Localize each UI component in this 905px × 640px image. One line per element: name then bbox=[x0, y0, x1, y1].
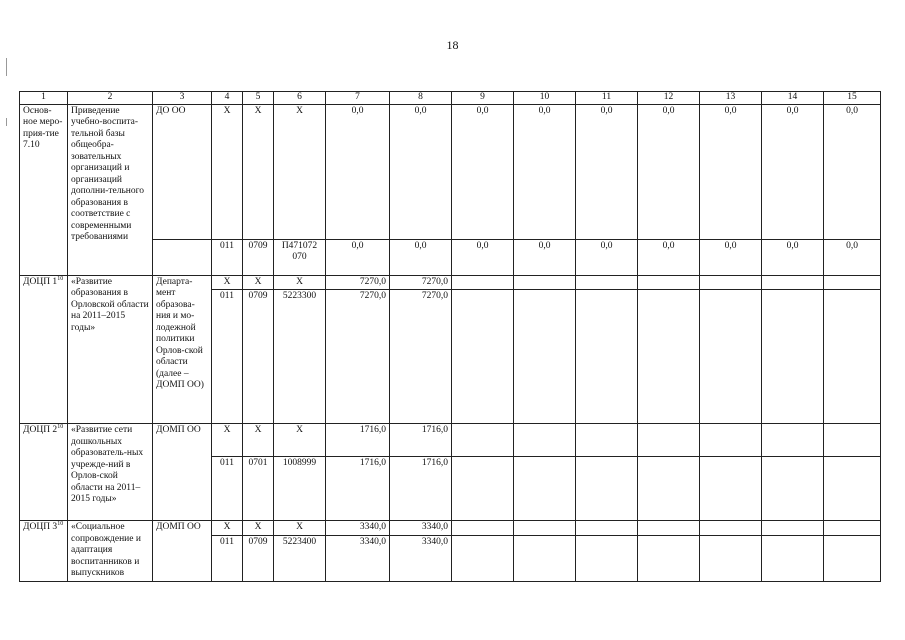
margin-mark bbox=[6, 58, 7, 76]
program-code-sup: 10 bbox=[57, 275, 64, 282]
table-cell: Х bbox=[243, 275, 274, 290]
table-row bbox=[20, 104, 881, 239]
table-cell: Х bbox=[212, 521, 243, 536]
table-cell: 0,0 bbox=[390, 104, 452, 239]
program-description: «Социальное сопровождение и адаптация воспитанников и выпускников bbox=[68, 521, 153, 582]
table-cell: 3340,0 bbox=[326, 535, 390, 581]
table-cell: 0701 bbox=[243, 457, 274, 521]
table-cell: 0,0 bbox=[700, 104, 762, 239]
table-cell: Х bbox=[274, 275, 326, 290]
table-cell: 1716,0 bbox=[326, 424, 390, 457]
measure-description: Приведение учебно-воспита-тельной базы общеобра-зовательных организаций и организаций дополни-тельного образования в соответствие с современными требованиями bbox=[68, 104, 153, 275]
table-cell: 1716,0 bbox=[390, 457, 452, 521]
table-cell: 011 bbox=[212, 239, 243, 275]
table-cell: 0709 bbox=[243, 239, 274, 275]
table-row bbox=[20, 275, 881, 290]
table-cell: 0,0 bbox=[390, 239, 452, 275]
table-cell: 011 bbox=[212, 535, 243, 581]
executor-empty bbox=[153, 239, 212, 275]
table-cell: 7270,0 bbox=[326, 290, 390, 424]
executor: ДОМП ОО bbox=[153, 521, 212, 582]
table-cell: 3340,0 bbox=[326, 521, 390, 536]
budget-table bbox=[19, 91, 881, 582]
table-cell: Х bbox=[274, 521, 326, 536]
table-cell: 5223400 bbox=[274, 535, 326, 581]
executor: Департа-мент образова-ния и мо-лодежной политики Орлов-ской области (далее – ДОМП ОО) bbox=[153, 275, 212, 424]
table-cell: 0,0 bbox=[326, 104, 390, 239]
table-cell: Х bbox=[243, 424, 274, 457]
table-cell: 0,0 bbox=[326, 239, 390, 275]
table-cell: Х bbox=[212, 275, 243, 290]
table-cell: 3340,0 bbox=[390, 521, 452, 536]
table-cell: 1716,0 bbox=[326, 457, 390, 521]
program-code: ДОЦП $1^{10}$ bbox=[20, 275, 68, 424]
table-cell: 0,0 bbox=[514, 239, 576, 275]
program-code: ДОЦП $3^{10}$ bbox=[20, 521, 68, 582]
table-cell: 0,0 bbox=[700, 239, 762, 275]
table-cell: 0,0 bbox=[452, 239, 514, 275]
table-row bbox=[20, 521, 881, 536]
table-cell: 0,0 bbox=[762, 104, 824, 239]
column-number: 3 bbox=[153, 92, 212, 105]
column-number: 13 bbox=[700, 92, 762, 105]
column-number: 9 bbox=[452, 92, 514, 105]
table-cell: 1716,0 bbox=[390, 424, 452, 457]
column-number: 15 bbox=[824, 92, 881, 105]
executor: ДОМП ОО bbox=[153, 424, 212, 521]
table-cell: 7270,0 bbox=[390, 290, 452, 424]
column-number: 4 bbox=[212, 92, 243, 105]
table-row bbox=[20, 424, 881, 457]
column-number: 12 bbox=[638, 92, 700, 105]
table-cell: Х bbox=[274, 424, 326, 457]
table-cell: 0709 bbox=[243, 535, 274, 581]
program-code-sup: 10 bbox=[57, 423, 64, 430]
table-cell: Х bbox=[243, 521, 274, 536]
table-cell: 0709 bbox=[243, 290, 274, 424]
program-code: ДОЦП $2^{10}$ bbox=[20, 424, 68, 521]
column-number: 14 bbox=[762, 92, 824, 105]
table-cell: Х bbox=[274, 104, 326, 239]
table-cell: 0,0 bbox=[638, 239, 700, 275]
table-cell: 3340,0 bbox=[390, 535, 452, 581]
column-number: 1 bbox=[20, 92, 68, 105]
table-cell: 0,0 bbox=[824, 239, 881, 275]
table-cell: 0,0 bbox=[576, 239, 638, 275]
table-cell: Х bbox=[243, 104, 274, 239]
table-cell: 7270,0 bbox=[326, 275, 390, 290]
table-cell: 0,0 bbox=[762, 239, 824, 275]
table-cell: 011 bbox=[212, 457, 243, 521]
column-number: 2 bbox=[68, 92, 153, 105]
table-cell: 011 bbox=[212, 290, 243, 424]
column-number: 6 bbox=[274, 92, 326, 105]
table-cell: 5223300 bbox=[274, 290, 326, 424]
column-number: 8 bbox=[390, 92, 452, 105]
column-number-row bbox=[20, 92, 881, 105]
program-description: «Развитие сети дошкольных образователь-ных учрежде-ний в Орлов-ской области на 2011–2015 годы» bbox=[68, 424, 153, 521]
column-number: 10 bbox=[514, 92, 576, 105]
table-cell: Х bbox=[212, 104, 243, 239]
table-cell: 0,0 bbox=[638, 104, 700, 239]
program-code-sup: 10 bbox=[57, 520, 64, 527]
table-cell: Х bbox=[212, 424, 243, 457]
page-number: 18 bbox=[446, 38, 459, 52]
table-cell: 1008999 bbox=[274, 457, 326, 521]
table-cell: 7270,0 bbox=[390, 275, 452, 290]
column-number: 7 bbox=[326, 92, 390, 105]
measure-name: Основ-ное меро-прия-тие 7.10 bbox=[20, 104, 68, 275]
executor: ДО ОО bbox=[153, 104, 212, 239]
column-number: 11 bbox=[576, 92, 638, 105]
margin-mark bbox=[6, 118, 7, 126]
table-cell: 0,0 bbox=[576, 104, 638, 239]
column-number: 5 bbox=[243, 92, 274, 105]
table-cell: 0,0 bbox=[452, 104, 514, 239]
program-description: «Развитие образования в Орловской области на 2011–2015 годы» bbox=[68, 275, 153, 424]
table-cell: П471072 070 bbox=[274, 239, 326, 275]
table-cell: 0,0 bbox=[824, 104, 881, 239]
table-cell: 0,0 bbox=[514, 104, 576, 239]
